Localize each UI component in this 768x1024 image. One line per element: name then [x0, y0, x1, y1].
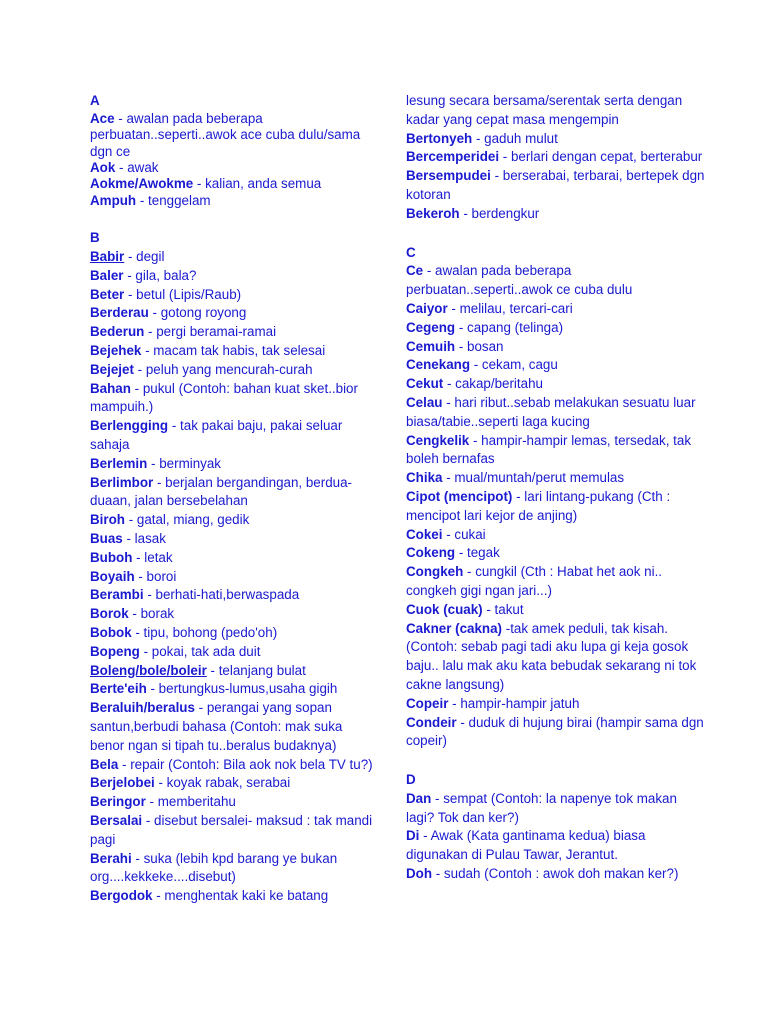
- dictionary-entry: [406, 148, 706, 167]
- entry-definition: - bosan: [455, 338, 504, 354]
- entry-term: Berlemin: [90, 455, 148, 471]
- section-c-entries: [406, 262, 706, 751]
- dictionary-entry: [406, 262, 706, 300]
- entry-term: Condeir: [406, 714, 457, 730]
- dictionary-entry: [90, 267, 380, 286]
- entry-term: Bopeng: [90, 643, 140, 659]
- dictionary-entry: [406, 827, 706, 865]
- dictionary-entry: [90, 586, 380, 605]
- section-letter-a: A: [90, 93, 100, 108]
- entry-definition: - sempat (Contoh: la napenye tok makan lagi? Tok dan ker?): [406, 790, 677, 825]
- entry-term: Berlimbor: [90, 474, 154, 490]
- entry-term: Ce: [406, 263, 424, 279]
- entry-definition: -tak amek peduli, tak kisah. (Contoh: sebab pagi tadi aku lupa gi keja gosok baju.. lalu mak aku kata bebudak sekarang ni tok cakne langsung): [406, 620, 697, 692]
- entry-definition: - melilau, tercari-cari: [447, 300, 573, 316]
- dictionary-entry: [90, 643, 380, 662]
- dictionary-entry: [90, 568, 380, 587]
- entry-term: Bertonyeh: [406, 130, 473, 146]
- dictionary-entry: [406, 563, 706, 601]
- section-letter-b: B: [90, 230, 100, 246]
- entry-definition: - hampir-hampir jatuh: [448, 695, 580, 711]
- entry-term: Aokme/Awokme: [90, 176, 194, 192]
- entry-term: Cokei: [406, 526, 443, 542]
- entry-definition: - berdengkur: [459, 205, 540, 221]
- dictionary-entry: [90, 417, 380, 455]
- entry-term: Berlengging: [90, 418, 169, 434]
- entry-definition: - berjalan bergandingan, berdua-duaan, jalan bersebelahan: [90, 474, 353, 509]
- entry-definition: - telanjang bulat: [206, 662, 306, 678]
- entry-definition: - awalan pada beberapa perbuatan..seperti..awok ce cuba dulu: [406, 263, 633, 298]
- entry-definition: - awalan pada beberapa perbuatan..seperti..awok ace cuba dulu/sama dgn ce: [90, 110, 361, 159]
- entry-definition: - tipu, bohong (pedo'oh): [131, 624, 278, 640]
- entry-definition: - awak: [115, 160, 159, 176]
- entry-term: Cuok (cuak): [406, 601, 483, 617]
- entry-term: Bela: [90, 756, 119, 772]
- dictionary-entry: [406, 300, 706, 319]
- dictionary-entry: [90, 304, 380, 323]
- entry-definition: - kalian, anda semua: [193, 176, 322, 192]
- entry-term: Boleng/bole/boleir: [90, 662, 207, 678]
- dictionary-entry: [406, 469, 706, 488]
- entry-term: Doh: [406, 866, 433, 882]
- entry-definition: - hampir-hampir lemas, tersedak, tak boleh bernafas: [406, 432, 692, 467]
- dictionary-entry: [90, 850, 380, 888]
- entry-term: Cenekang: [406, 357, 470, 373]
- entry-term: Bekeroh: [406, 205, 460, 221]
- entry-definition: - berminyak: [147, 455, 221, 471]
- entry-definition: - berlari dengan cepat, berterabur: [499, 149, 703, 165]
- entry-term: Beraluih/beralus: [90, 700, 195, 716]
- entry-definition: - capang (telinga): [455, 319, 564, 335]
- entry-term: Bergodok: [90, 888, 153, 904]
- dictionary-entry: [90, 380, 380, 418]
- entry-term: Cemuih: [406, 338, 456, 354]
- dictionary-entry: [90, 549, 380, 568]
- section-b-entries: [90, 248, 380, 906]
- entry-definition: - peluh yang mencurah-curah: [133, 361, 313, 377]
- entry-definition: - borak: [128, 606, 175, 622]
- entry-definition: - tenggelam: [136, 192, 211, 208]
- entry-definition: - tak pakai baju, pakai seluar sahaja: [90, 418, 343, 452]
- entry-definition: - lasak: [122, 530, 166, 546]
- entry-term: Bahan: [90, 380, 131, 396]
- entry-term: Berderau: [90, 305, 149, 321]
- entry-term: Baler: [90, 267, 124, 283]
- entry-term: Berambi: [90, 587, 144, 603]
- section-letter-c: C: [406, 244, 416, 260]
- dictionary-entry: [90, 361, 380, 380]
- entry-definition: - gatal, miang, gedik: [124, 512, 250, 528]
- entry-definition: - repair (Contoh: Bila aok nok bela TV tu?): [118, 756, 373, 772]
- entry-definition: - menghentak kaki ke batang: [152, 888, 329, 904]
- entry-definition: - mual/muntah/perut memulas: [442, 470, 625, 486]
- entry-definition: - degil: [124, 249, 165, 265]
- dictionary-entry: [90, 887, 380, 906]
- dictionary-entry: [406, 432, 706, 470]
- dictionary-entry: [90, 342, 380, 361]
- entry-term: Babir: [90, 249, 125, 265]
- entry-definition: - pokai, tak ada duit: [139, 643, 261, 659]
- entry-definition: - hari ribut..sebab melakukan sesuatu luar biasa/tabie..seperti laga kucing: [406, 394, 696, 429]
- entry-term: Bejejet: [90, 361, 134, 377]
- entry-definition: - pergi beramai-ramai: [144, 324, 277, 340]
- dictionary-entry: [90, 193, 380, 209]
- dictionary-entry: [90, 176, 380, 192]
- left-column: [90, 92, 380, 906]
- entry-term: Dan: [406, 790, 432, 806]
- dictionary-entry: [90, 605, 380, 624]
- entry-term: Bobok: [90, 624, 132, 640]
- entry-term: Cipot (mencipot): [406, 488, 513, 504]
- entry-term: Bejehek: [90, 343, 142, 359]
- entry-definition: - lari lintang-pukang (Cth : mencipot lari kejor de anjing): [406, 488, 671, 523]
- entry-term: Cegeng: [406, 319, 456, 335]
- dictionary-entry: [90, 774, 380, 793]
- entry-definition: - boroi: [134, 568, 177, 584]
- dictionary-entry: [90, 812, 380, 850]
- entry-term: Chika: [406, 470, 443, 486]
- dictionary-entry: [90, 756, 380, 775]
- entry-definition: - suka (lebih kpd barang ye bukan org....kekkeke....disebut): [90, 850, 338, 885]
- entry-definition: - perangai yang sopan santun,berbudi bahasa (Contoh: mak suka benor ngan si tipah tu..beralus budaknya): [90, 700, 343, 753]
- entry-definition: - betul (Lipis/Raub): [124, 286, 242, 302]
- dictionary-entry: [406, 356, 706, 375]
- entry-term: Cakner (cakna): [406, 620, 503, 636]
- entry-term: Berte'eih: [90, 681, 147, 697]
- entry-definition: - duduk di hujung birai (hampir sama dgn copeir): [406, 714, 704, 749]
- entry-term: Cengkelik: [406, 432, 470, 448]
- entry-definition: - cukai: [442, 526, 486, 542]
- dictionary-entry: [90, 624, 380, 643]
- entry-definition: - memberitahu: [145, 794, 236, 810]
- dictionary-entry: [406, 338, 706, 357]
- entry-term: Borok: [90, 606, 129, 622]
- dictionary-entry: [406, 526, 706, 545]
- entry-term: Bersalai: [90, 812, 143, 828]
- dictionary-entry: [90, 455, 380, 474]
- entry-term: Ace: [90, 110, 115, 126]
- entry-definition: - sudah (Contoh : awok doh makan ker?): [432, 866, 679, 882]
- entry-term: Buas: [90, 530, 123, 546]
- entry-term: Celau: [406, 394, 443, 410]
- dictionary-entry: [90, 160, 380, 176]
- dictionary-entry: [90, 323, 380, 342]
- entry-definition: - takut: [482, 601, 524, 617]
- dictionary-entry: [406, 714, 706, 752]
- dictionary-entry: [406, 375, 706, 394]
- dictionary-entry: [90, 511, 380, 530]
- dictionary-entry: [406, 205, 706, 224]
- section-letter-d: D: [406, 772, 416, 788]
- entry-term: Caiyor: [406, 300, 448, 316]
- dictionary-entry: [406, 865, 706, 884]
- dictionary-entry: [90, 680, 380, 699]
- dictionary-entry: [90, 530, 380, 549]
- dictionary-entry: [90, 474, 380, 512]
- entry-definition: - tegak: [455, 545, 500, 561]
- entry-term: Berjelobei: [90, 775, 155, 791]
- dictionary-entry: [406, 488, 706, 526]
- entry-definition: - berhati-hati,berwaspada: [143, 587, 300, 603]
- dictionary-entry: [406, 130, 706, 149]
- entry-term: Bersempudei: [406, 168, 491, 184]
- entry-term: Bercemperidei: [406, 149, 500, 165]
- dictionary-entry: [406, 394, 706, 432]
- dictionary-entry: [406, 601, 706, 620]
- dictionary-entry: [90, 111, 380, 160]
- entry-definition: - cakap/beritahu: [443, 376, 543, 392]
- entry-definition: - letak: [132, 549, 173, 565]
- entry-term: Berahi: [90, 850, 132, 866]
- entry-term: Di: [406, 828, 420, 844]
- dictionary-entry: [406, 620, 706, 695]
- entry-term: Beter: [90, 286, 125, 302]
- entry-term: Beringor: [90, 794, 146, 810]
- entry-term: Copeir: [406, 695, 449, 711]
- entry-definition: - Awak (Kata gantinama kedua) biasa digunakan di Pulau Tawar, Jerantut.: [406, 828, 646, 863]
- entry-definition: - gotong royong: [148, 305, 247, 321]
- entry-definition: - berserabai, terbarai, bertepek dgn kotoran: [406, 168, 705, 202]
- entry-definition: - gaduh mulut: [472, 130, 558, 146]
- entry-definition: - gila, bala?: [123, 267, 197, 283]
- right-column: [406, 92, 706, 884]
- section-a-entries: [90, 111, 380, 209]
- entry-term: Buboh: [90, 549, 133, 565]
- entry-term: Aok: [90, 160, 116, 176]
- entry-term: Bederun: [90, 324, 145, 340]
- entry-term: Congkeh: [406, 564, 464, 580]
- dictionary-entry: [406, 544, 706, 563]
- dictionary-entry: [90, 248, 380, 267]
- entry-definition: - disebut bersalei- maksud : tak mandi pagi: [90, 812, 373, 847]
- entry-term: Cekut: [406, 376, 444, 392]
- entry-definition: - cekam, cagu: [470, 357, 558, 373]
- dictionary-entry: [406, 695, 706, 714]
- entry-term: Cokeng: [406, 545, 456, 561]
- entry-definition: - pukul (Contoh: bahan kuat sket..bior mampuih.): [90, 380, 358, 415]
- entry-term: Ampuh: [90, 192, 137, 208]
- continuation-text: lesung secara bersama/serentak serta dengan kadar yang cepat masa mengempin: [406, 93, 683, 127]
- entry-term: Boyaih: [90, 568, 135, 584]
- dictionary-entry: [90, 286, 380, 305]
- dictionary-entry: [90, 793, 380, 812]
- dictionary-entry: [90, 662, 380, 681]
- entry-definition: - koyak rabak, serabai: [154, 775, 291, 791]
- dictionary-entry: [406, 319, 706, 338]
- dictionary-entry: [406, 790, 706, 828]
- entry-definition: - bertungkus-lumus,usaha gigih: [146, 681, 338, 697]
- dictionary-entry: [90, 699, 380, 755]
- dictionary-entry: [406, 167, 706, 205]
- entry-definition: - macam tak habis, tak selesai: [141, 343, 326, 359]
- section-d-entries: [406, 790, 706, 884]
- entry-definition: - cungkil (Cth : Habat het aok ni.. congkeh gigi ngan jari...): [406, 564, 663, 598]
- entry-term: Biroh: [90, 512, 125, 528]
- section-b-continued-entries: [406, 130, 706, 224]
